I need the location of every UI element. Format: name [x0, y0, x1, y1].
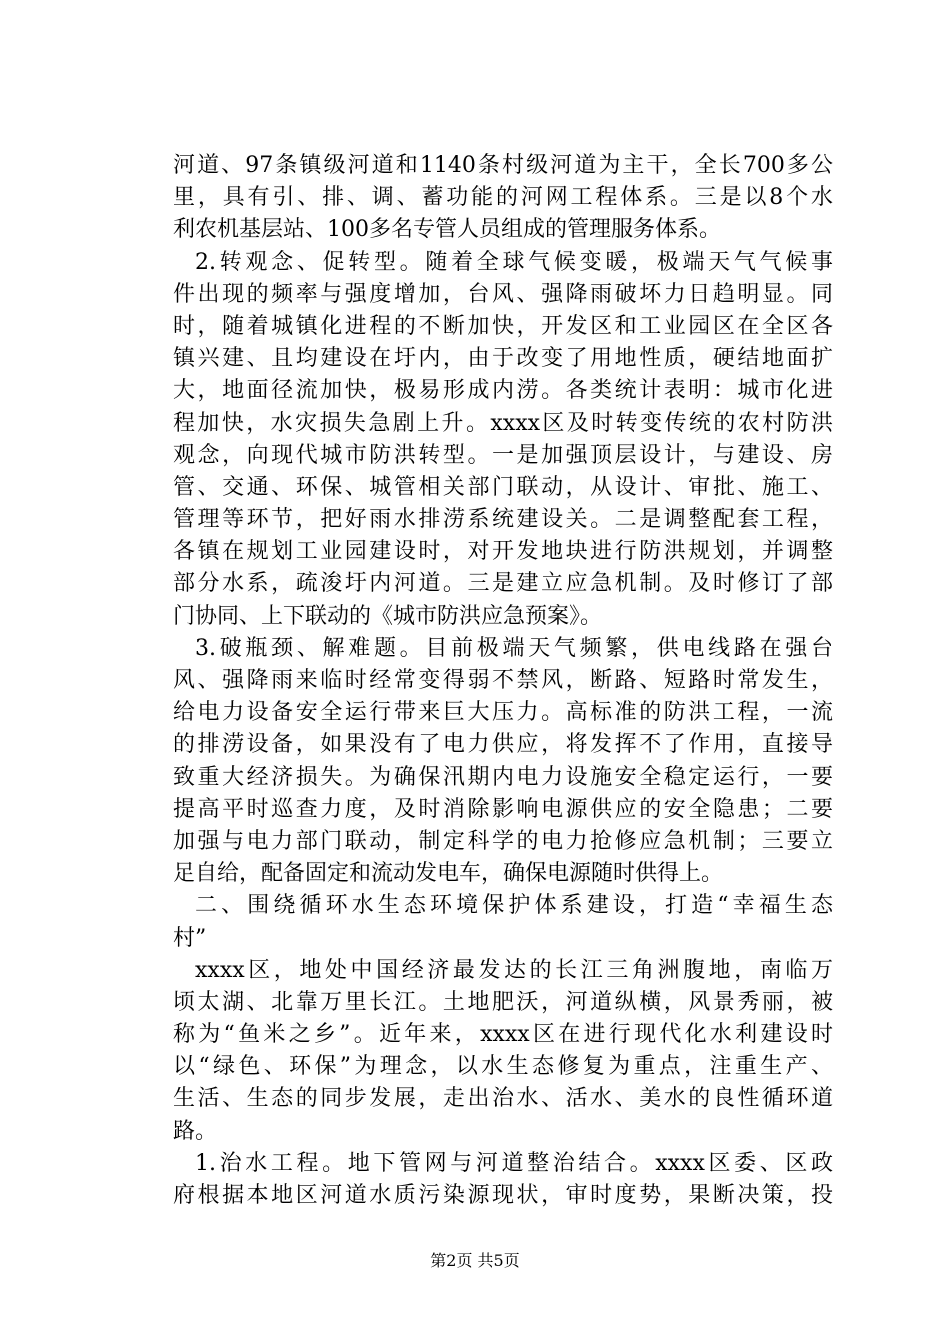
text-line: 3.破瓶颈、解难题。目前极端天气频繁，供电线路在强台: [195, 635, 833, 661]
text-line: 二、围绕循环水生态环境保护体系建设，打造“幸福生态: [195, 893, 833, 919]
text-line: 时，随着城镇化进程的不断加快，开发区和工业园区在全区各: [173, 313, 833, 339]
text-line: 给电力设备安全运行带来巨大压力。高标准的防洪工程，一流: [173, 700, 833, 726]
text-line: 生活、生态的同步发展，走出治水、活水、美水的良性循环道: [173, 1086, 833, 1112]
text-line: 管、交通、环保、城管相关部门联动，从设计、审批、施工、: [173, 474, 833, 500]
text-line: 足自给，配备固定和流动发电车，确保电源随时供得上。: [173, 861, 724, 887]
text-line: 提高平时巡查力度，及时消除影响电源供应的安全隐患；二要: [173, 796, 833, 822]
text-line: 1.治水工程。地下管网与河道整治结合。xxxx区委、区政: [195, 1150, 833, 1176]
text-line: 管理等环节，把好雨水排涝系统建设关。二是调整配套工程，: [173, 507, 833, 533]
text-line: 利农机基层站、100多名专管人员组成的管理服务体系。: [173, 217, 721, 243]
text-line: 镇兴建、且均建设在圩内，由于改变了用地性质，硬结地面扩: [173, 346, 833, 372]
text-line: 路。: [173, 1118, 218, 1144]
text-line: xxxx区，地处中国经济最发达的长江三角洲腹地，南临万: [195, 957, 833, 983]
text-line: 的排涝设备，如果没有了电力供应，将发挥不了作用，直接导: [173, 732, 833, 758]
text-line: 观念，向现代城市防洪转型。一是加强顶层设计，与建设、房: [173, 442, 833, 468]
text-line: 村”: [173, 925, 207, 951]
page-footer: 第2页 共5页: [430, 1251, 520, 1270]
text-line: 部分水系，疏浚圩内河道。三是建立应急机制。及时修订了部: [173, 571, 833, 597]
text-line: 顷太湖、北靠万里长江。土地肥沃，河道纵横，风景秀丽，被: [173, 989, 833, 1015]
text-line: 大，地面径流加快，极易形成内涝。各类统计表明：城市化进: [173, 378, 833, 404]
document-body: [173, 150, 833, 1212]
text-line: 以“绿色、环保”为理念，以水生态修复为重点，注重生产、: [173, 1054, 833, 1080]
text-line: 河道、97条镇级河道和1140条村级河道为主干，全长700多公: [173, 153, 833, 178]
text-line: 件出现的频率与强度增加，台风、强降雨破坏力日趋明显。同: [173, 281, 833, 307]
text-line: 门协同、上下联动的《城市防洪应急预案》。: [173, 603, 603, 629]
text-line: 加强与电力部门联动，制定科学的电力抢修应急机制；三要立: [173, 828, 833, 854]
text-line: 称为“鱼米之乡”。近年来，xxxx区在进行现代化水利建设时: [173, 1022, 833, 1048]
text-line: 程加快，水灾损失急剧上升。xxxx区及时转变传统的农村防洪: [173, 410, 833, 436]
text-line: 府根据本地区河道水质污染源现状，审时度势，果断决策，投: [173, 1183, 833, 1208]
text-line: 各镇在规划工业园建设时，对开发地块进行防洪规划，并调整: [173, 539, 833, 565]
text-line: 致重大经济损失。为确保汛期内电力设施安全稳定运行，一要: [173, 764, 833, 790]
text-line: 里，具有引、排、调、蓄功能的河网工程体系。三是以8个水: [173, 185, 833, 211]
text-line: 风、强降雨来临时经常变得弱不禁风，断路、短路时常发生，: [173, 668, 833, 693]
text-line: 2.转观念、促转型。随着全球气候变暖，极端天气气候事: [195, 249, 833, 275]
